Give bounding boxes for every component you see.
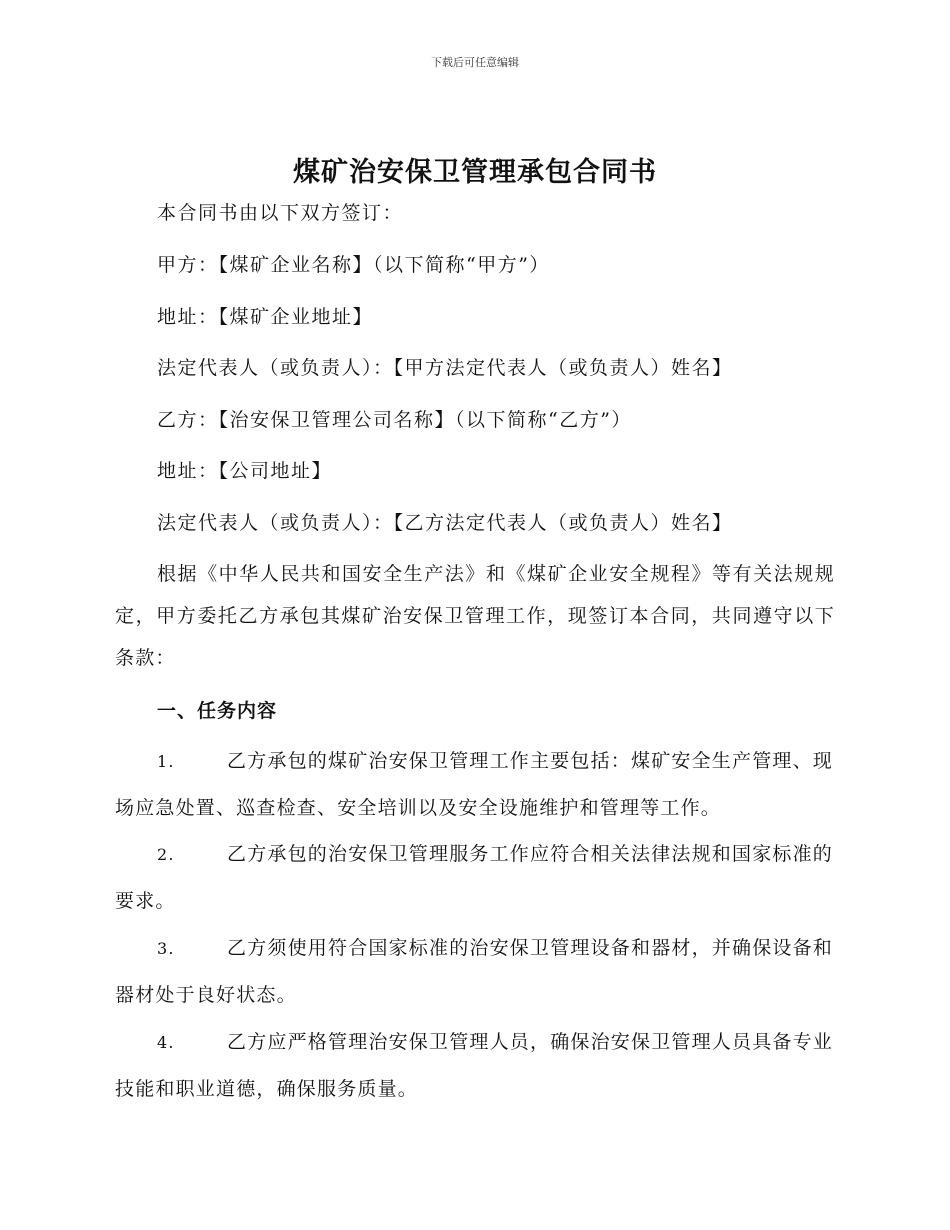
document-title: 煤矿治安保卫管理承包合同书 [293, 157, 657, 188]
party-a-address: 地址：【煤矿企业地址】 [157, 306, 374, 328]
preamble-paragraph: 根据《中华人民共和国安全生产法》和《煤矿企业安全规程》等有关法规规定，甲方委托乙方承包其煤矿治安保卫管理工作，现签订本合同，共同遵守以下条款： [115, 563, 835, 669]
list-item-text: 乙方须使用符合国家标准的治安保卫管理设备和器材，并确保设备和器材处于良好状态。 [115, 937, 834, 1006]
list-item-number: 2. [157, 845, 175, 864]
party-a-representative: 法定代表人（或负责人）：【甲方法定代表人（或负责人）姓名】 [157, 357, 733, 379]
list-item [115, 925, 835, 1018]
party-a-name: 甲方：【煤矿企业名称】（以下简称“甲方”） [157, 254, 550, 276]
list-item-number: 1. [157, 752, 175, 771]
list-item-number: 3. [157, 939, 175, 958]
list-item-number: 4. [157, 1033, 175, 1052]
list-item-text: 乙方承包的治安保卫管理服务工作应符合相关法律法规和国家标准的要求。 [115, 843, 834, 912]
party-b-address: 地址：【公司地址】 [157, 460, 333, 482]
party-b-representative: 法定代表人（或负责人）：【乙方法定代表人（或负责人）姓名】 [157, 512, 733, 534]
list-item-text: 乙方承包的煤矿治安保卫管理工作主要包括：煤矿安全生产管理、现场应急处置、巡查检查、安全培训以及安全设施维护和管理等工作。 [115, 750, 834, 819]
list-item [115, 1019, 835, 1112]
list-item [115, 738, 835, 831]
section-heading: 一、任务内容 [157, 700, 278, 722]
page-header: 下载后可任意编辑 [431, 56, 519, 69]
party-b-name: 乙方：【治安保卫管理公司名称】（以下简称“乙方”） [157, 409, 632, 431]
intro-line: 本合同书由以下双方签订： [157, 202, 404, 224]
list-item-text: 乙方应严格管理治安保卫管理人员，确保治安保卫管理人员具备专业技能和职业道德，确保服务质量。 [115, 1031, 834, 1100]
list-item [115, 831, 835, 924]
